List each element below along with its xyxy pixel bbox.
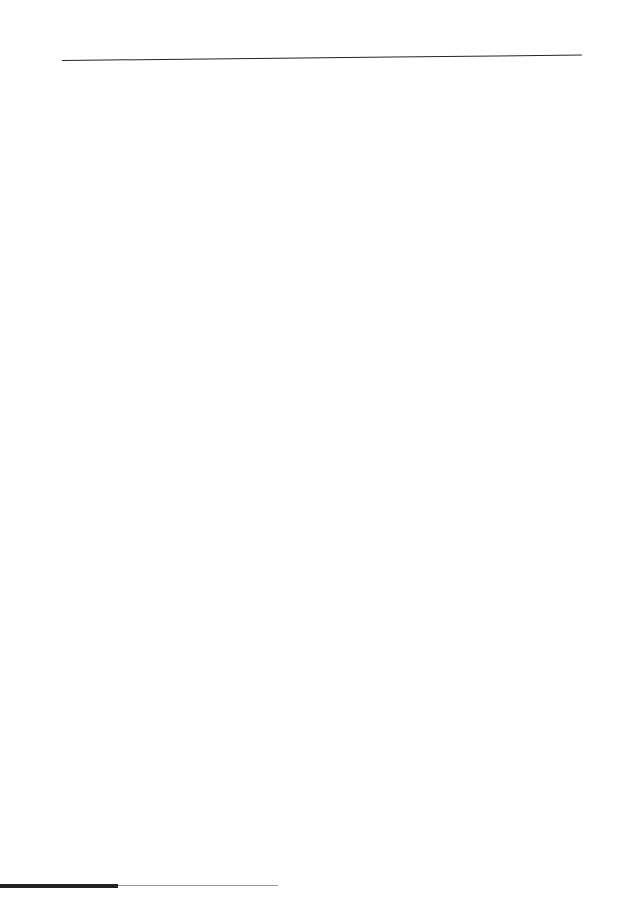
footer-line: [0, 884, 118, 888]
budget-table: [62, 55, 590, 804]
footer-line-thin: [118, 885, 278, 886]
table-top-border: [62, 55, 582, 61]
